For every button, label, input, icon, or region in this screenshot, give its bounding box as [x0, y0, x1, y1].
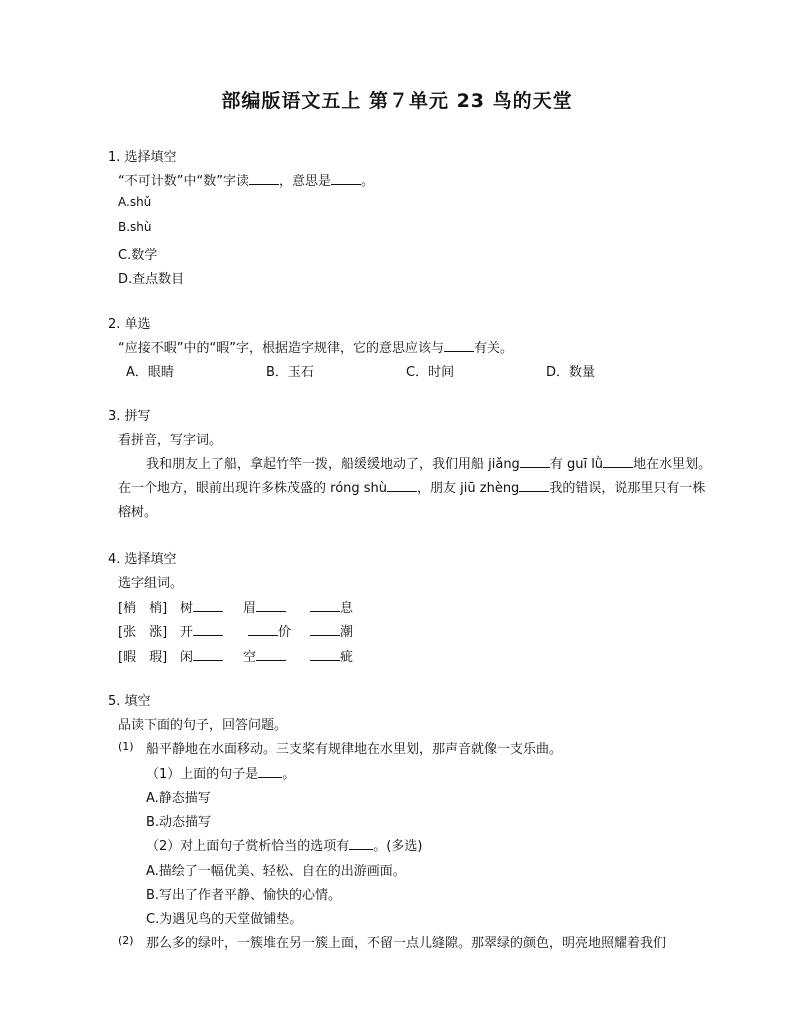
- q4-row-1-word-1: [180, 597, 223, 616]
- q1-blank-1[interactable]: [249, 172, 279, 185]
- q1-stem-a: “不可计数”中“数”字读: [118, 174, 249, 189]
- q4-row-2-word-1: [180, 621, 223, 640]
- q4-row-1-word-2: [243, 597, 286, 616]
- q1-stem-b: ，意思是: [278, 174, 331, 189]
- q2-stem: [118, 337, 513, 356]
- q1-heading: 1. 选择填空: [108, 150, 177, 165]
- q5-sub2-option-a[interactable]: A.描绘了一幅优美、轻松、自在的出游画面。: [146, 864, 406, 879]
- q3-paragraph-line-3: 榕树。: [118, 505, 158, 520]
- q5-sub1-b: 。: [282, 767, 296, 782]
- q4-char: 闲: [180, 650, 194, 665]
- q3-p1-a: 我和朋友上了船，拿起竹竿一拨，船缓缓地动了，我们用船 jiǎng: [146, 457, 520, 472]
- q4-row-2: [118, 621, 167, 640]
- q3-paragraph-line-2: [118, 477, 705, 496]
- q4-char: 空: [243, 650, 257, 665]
- q4-row-1-word-3: [310, 597, 353, 616]
- q4-instruction: 选字组词。: [118, 576, 184, 591]
- q5-sub2-b: 。(多选): [373, 839, 423, 854]
- q4-row-1: [118, 597, 167, 616]
- q4-blank[interactable]: [193, 648, 223, 661]
- q5-sub2-option-c[interactable]: C.为遇见鸟的天堂做铺垫。: [146, 912, 303, 927]
- q4-char: 息: [340, 601, 354, 616]
- q4-row-3: [118, 646, 167, 665]
- q5-sub2-a: （2）对上面句子赏析恰当的选项有: [146, 839, 350, 854]
- q5-sentence-2: 那么多的绿叶，一簇堆在另一簇上面，不留一点儿缝隙。那翠绿的颜色，明亮地照耀着我们: [146, 936, 667, 951]
- q3-blank-1[interactable]: [520, 455, 550, 468]
- q5-sentence-2-number: (2): [118, 934, 134, 947]
- q4-char: 价: [278, 625, 292, 640]
- q4-blank[interactable]: [310, 599, 340, 612]
- q4-heading: 4. 选择填空: [108, 552, 177, 567]
- q4-blank[interactable]: [193, 623, 223, 636]
- q1-option-c[interactable]: C.数学: [118, 248, 158, 263]
- q5-sub1-a: （1）上面的句子是: [146, 767, 259, 782]
- q3-paragraph-line-1: [146, 453, 711, 472]
- q4-char: 疵: [340, 650, 354, 665]
- q3-blank-4[interactable]: [519, 479, 549, 492]
- q4-char: 开: [180, 625, 194, 640]
- q5-sub-question-2: [146, 835, 422, 854]
- q1-option-a[interactable]: A.shǔ: [118, 195, 152, 209]
- q1-blank-2[interactable]: [331, 172, 361, 185]
- q3-p2-a: 在一个地方，眼前出现许多株茂盛的 róng shù: [118, 481, 388, 496]
- q4-char: 树: [180, 601, 194, 616]
- q2-option-c[interactable]: C．时间: [406, 365, 455, 380]
- q4-blank[interactable]: [256, 599, 286, 612]
- q4-row-2-word-2: [248, 621, 291, 640]
- q4-blank[interactable]: [193, 599, 223, 612]
- q4-blank[interactable]: [248, 623, 278, 636]
- q3-instruction: 看拼音，写字词。: [118, 433, 223, 448]
- q1-stem-c: 。: [360, 174, 374, 189]
- q5-sentence-1-number: (1): [118, 740, 134, 753]
- q4-row-2-word-3: [310, 621, 353, 640]
- q1-stem: [118, 170, 374, 189]
- q4-row-3-word-2: [243, 646, 286, 665]
- q4-blank[interactable]: [310, 648, 340, 661]
- q1-option-b[interactable]: B.shù: [118, 220, 152, 234]
- q1-option-d[interactable]: D.查点数目: [118, 272, 185, 287]
- q2-option-b[interactable]: B．玉石: [266, 365, 314, 380]
- q3-blank-2[interactable]: [603, 455, 633, 468]
- q5-blank-2[interactable]: [349, 837, 373, 850]
- q2-stem-b: 有关。: [473, 341, 513, 356]
- q5-instruction: 品读下面的句子，回答问题。: [118, 718, 288, 733]
- q2-option-d[interactable]: D．数量: [546, 365, 596, 380]
- q5-sub-question-1: [146, 763, 295, 782]
- q2-stem-a: “应接不暇”中的“暇”字，根据造字规律，它的意思应该与: [118, 341, 444, 356]
- q5-heading: 5. 填空: [108, 694, 151, 709]
- q4-row-3-word-3: [310, 646, 353, 665]
- q2-blank[interactable]: [444, 339, 474, 352]
- q3-p2-c: 我的错误，说那里只有一株: [549, 481, 706, 496]
- q2-heading: 2. 单选: [108, 317, 151, 332]
- page-title: 部编版语文五上 第７单元 23 鸟的天堂: [221, 90, 573, 112]
- q3-blank-3[interactable]: [387, 479, 417, 492]
- q5-sub2-option-b[interactable]: B.写出了作者平静、愉快的心情。: [146, 888, 342, 903]
- q3-p1-b: 有 guī lǜ: [549, 457, 604, 472]
- q4-blank[interactable]: [256, 648, 286, 661]
- q3-p1-c: 地在水里划。: [633, 457, 712, 472]
- q4-row-3-word-1: [180, 646, 223, 665]
- q3-p2-b: ，朋友 jiū zhèng: [417, 481, 520, 496]
- q4-row-pair: [张 涨]: [118, 625, 168, 640]
- q5-sentence-1: 船平静地在水面移动。三支桨有规律地在水里划，那声音就像一支乐曲。: [146, 742, 563, 757]
- q4-char: 潮: [340, 625, 354, 640]
- q5-blank-1[interactable]: [258, 765, 282, 778]
- q4-blank[interactable]: [310, 623, 340, 636]
- q2-option-a[interactable]: A．眼睛: [126, 365, 174, 380]
- q5-sub1-option-a[interactable]: A.静态描写: [146, 791, 211, 806]
- q5-sub1-option-b[interactable]: B.动态描写: [146, 815, 212, 830]
- q4-row-pair: [暇 瑕]: [118, 650, 168, 665]
- q4-char: 眉: [243, 601, 257, 616]
- q3-heading: 3. 拼写: [108, 409, 151, 424]
- q4-row-pair: [梢 梢]: [118, 601, 168, 616]
